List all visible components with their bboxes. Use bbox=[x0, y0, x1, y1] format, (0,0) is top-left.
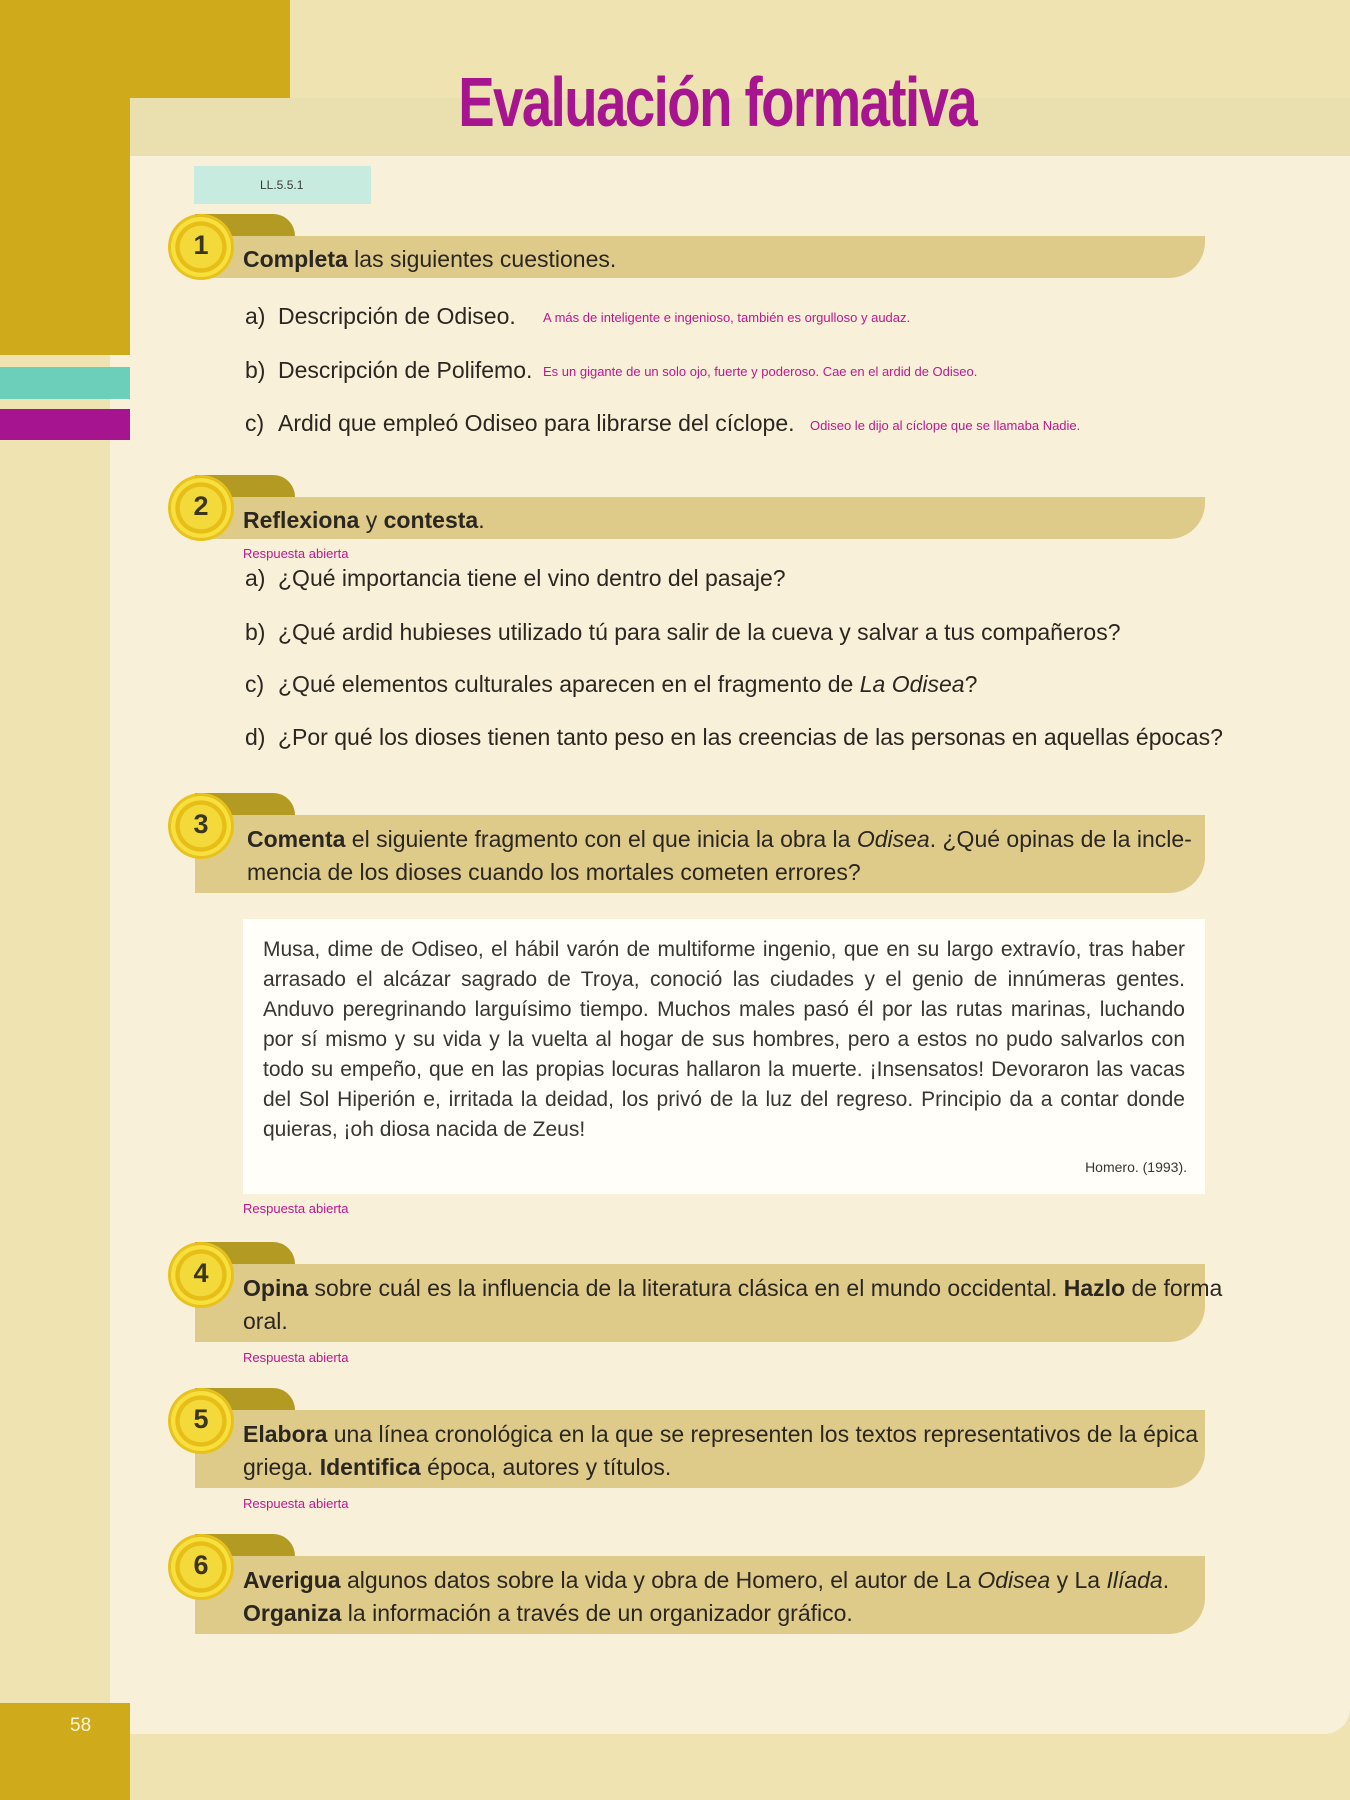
gold-footer-block bbox=[0, 1703, 130, 1800]
activity-instruction: Reflexiona y contesta. bbox=[243, 507, 485, 533]
activity-number-badge bbox=[170, 477, 232, 539]
answer-note: Respuesta abierta bbox=[243, 1496, 349, 1511]
list-item: c) Ardid que empleó Odiseo para librarse del cíclope. bbox=[245, 410, 795, 436]
answer-note: Respuesta abierta bbox=[243, 1201, 349, 1216]
activity-instruction: Averigua algunos datos sobre la vida y obra de Homero, el autor de La Odisea y La Ilíada. Organiza la información a través de un organizador gráfico. bbox=[243, 1567, 1170, 1626]
activity-number: 4 bbox=[193, 1258, 209, 1288]
activity-number-badge bbox=[170, 216, 232, 278]
page-number: 58 bbox=[70, 1715, 92, 1736]
activity-number-badge bbox=[170, 1244, 232, 1306]
activity-number-badge bbox=[170, 795, 232, 857]
activity-instruction: Elabora una línea cronológica en la que se representen los textos representativos de la épica griega. Identifica época, autores y títulos. bbox=[243, 1421, 1199, 1480]
activity-number: 1 bbox=[193, 230, 209, 260]
list-item: a) Descripción de Odiseo. bbox=[245, 303, 516, 329]
list-item: a) ¿Qué importancia tiene el vino dentro del pasaje? bbox=[245, 565, 786, 591]
list-item: d) ¿Por qué los dioses tienen tanto peso en las creencias de las personas en aquellas épocas? bbox=[245, 724, 1223, 750]
list-item: b) Descripción de Polifemo. bbox=[245, 357, 533, 383]
answer-text: Odiseo le dijo al cíclope que se llamaba Nadie. bbox=[810, 418, 1081, 433]
activity-number-badge bbox=[170, 1390, 232, 1452]
list-item: b) ¿Qué ardid hubieses utilizado tú para salir de la cueva y salvar a tus compañeros? bbox=[245, 619, 1121, 645]
answer-note: Respuesta abierta bbox=[243, 546, 349, 561]
quote-source: Homero. (1993). bbox=[1085, 1159, 1187, 1175]
quote-box bbox=[243, 919, 1205, 1194]
answer-text: Es un gigante de un solo ojo, fuerte y poderoso. Cae en el ardid de Odiseo. bbox=[543, 364, 978, 379]
answer-text: A más de inteligente e ingenioso, también es orgulloso y audaz. bbox=[543, 310, 911, 325]
activity-number: 5 bbox=[193, 1404, 209, 1434]
magenta-stripe bbox=[0, 409, 130, 440]
answer-note: Respuesta abierta bbox=[243, 1350, 349, 1365]
activity-instruction: Opina sobre cuál es la influencia de la literatura clásica en el mundo occidental. Hazlo de forma oral. bbox=[243, 1275, 1223, 1334]
page-title: Evaluación formativa bbox=[458, 63, 977, 141]
gold-side-block bbox=[0, 0, 130, 355]
teal-stripe bbox=[0, 367, 130, 399]
activity-number-badge bbox=[170, 1536, 232, 1598]
quote-text: Musa, dime de Odiseo, el hábil varón de multiforme ingenio, que en su largo extravío, tras haber arrasado el alcázar sagrado de Troya, conoció las ciudades y el genio de innúmeras gentes. Anduvo peregrinando larguísimo tiempo. Muchos males pasó él por las rutas marinas, luchando por sí mismo y su vida y la vuelta al hogar de sus hombres, pero a estos no pudo salvarlos con todo su empeño, que en las propias locuras hallaron la muerte. ¡Insensatos! Devoraron las vacas del Sol Hiperión e, irritada la deidad, los privó de la luz del regreso. Principio da a contar donde quieras, ¡oh diosa nacida de Zeus! bbox=[263, 938, 1185, 1141]
activity-instruction: Completa las siguientes cuestiones. bbox=[243, 246, 617, 272]
skill-code-badge: LL.5.5.1 bbox=[194, 166, 371, 204]
activity-number: 6 bbox=[193, 1550, 209, 1580]
activity-number: 3 bbox=[193, 809, 209, 839]
activity-number: 2 bbox=[193, 491, 209, 521]
activity-instruction: Comenta el siguiente fragmento con el que inicia la obra la Odisea. ¿Qué opinas de la incle- mencia de los dioses cuando los mortales cometen errores? bbox=[247, 826, 1192, 885]
list-item: c) ¿Qué elementos culturales aparecen en el fragmento de La Odisea? bbox=[245, 671, 978, 697]
